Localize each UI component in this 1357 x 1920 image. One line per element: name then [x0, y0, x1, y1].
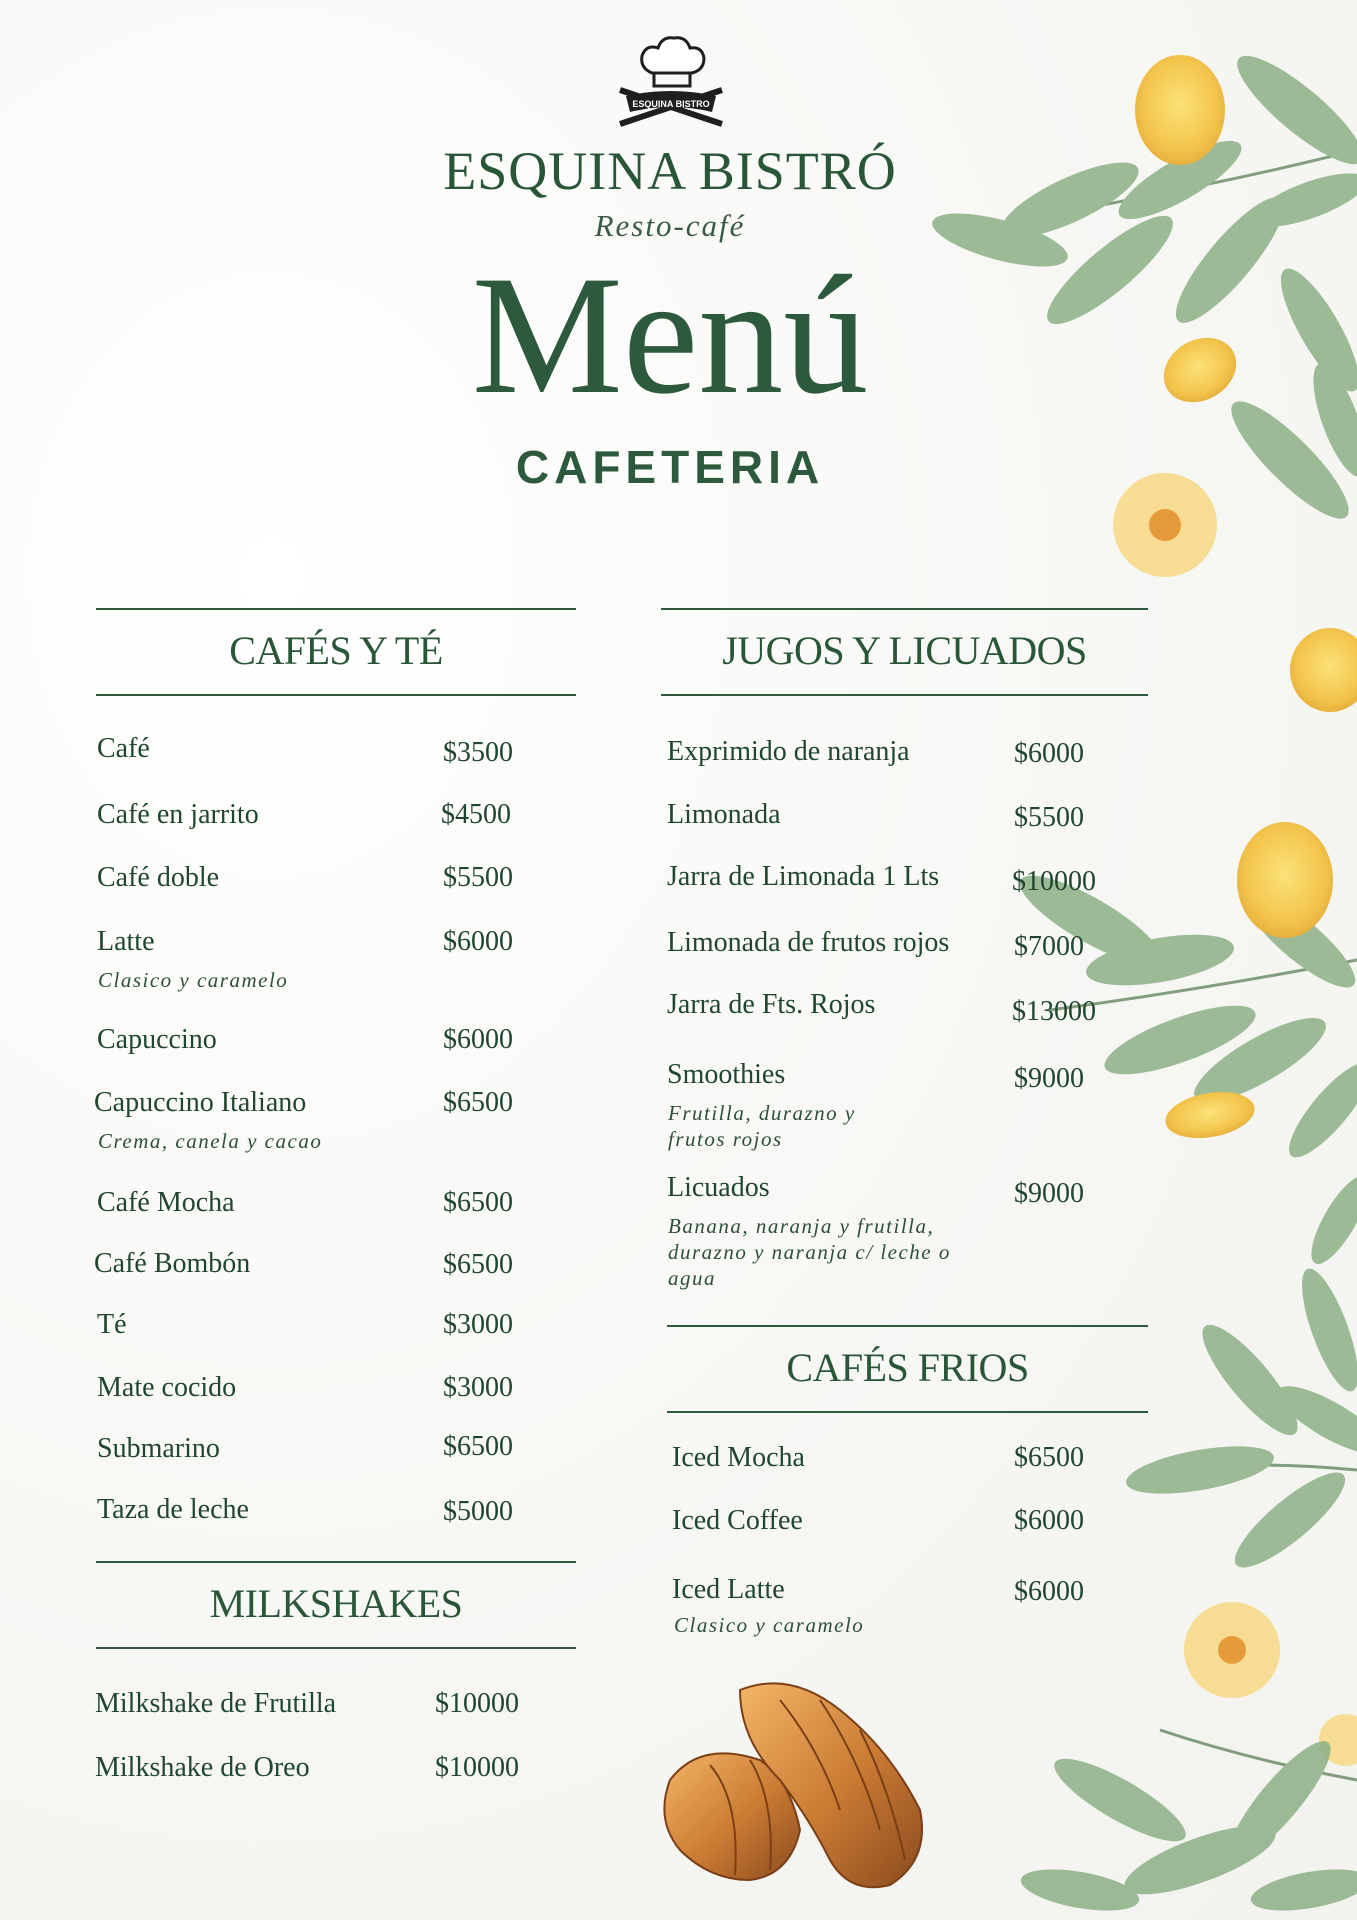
menu-item-name: Taza de leche — [97, 1494, 249, 1525]
section-rule — [96, 1647, 576, 1649]
menu-item-price: $5500 — [443, 862, 513, 893]
section-title-cafes: CAFÉS Y TÉ — [229, 628, 443, 673]
menu-item-description: durazno y naranja c/ leche o — [668, 1240, 951, 1264]
menu-item-name: Café Mocha — [97, 1187, 235, 1218]
menu-item-price: $5500 — [1014, 802, 1084, 833]
menu-item-name: Iced Latte — [672, 1574, 785, 1605]
brand-name: ESQUINA BISTRÓ — [443, 141, 897, 201]
menu-item-name: Jarra de Fts. Rojos — [667, 989, 876, 1020]
chef-hat-logo — [612, 28, 730, 138]
section-rule — [667, 1325, 1148, 1327]
menu-item-description: frutos rojos — [668, 1127, 783, 1151]
menu-item-name: Licuados — [667, 1172, 770, 1203]
section-title-milkshakes: MILKSHAKES — [209, 1581, 463, 1626]
menu-item-description: Clasico y caramelo — [674, 1613, 865, 1637]
menu-item-price: $4500 — [441, 799, 511, 830]
section-rule — [667, 1411, 1148, 1413]
menu-item-price: $6500 — [443, 1431, 513, 1462]
menu-item-price: $9000 — [1014, 1178, 1084, 1209]
menu-item-price: $10000 — [435, 1752, 519, 1783]
section-title-frios: CAFÉS FRIOS — [786, 1345, 1029, 1390]
menu-item-name: Limonada de frutos rojos — [667, 927, 950, 958]
menu-item-name: Café doble — [97, 862, 220, 893]
menu-item-name: Milkshake de Oreo — [95, 1752, 310, 1783]
menu-item-price: $6500 — [1014, 1442, 1084, 1473]
brand-tagline: Resto-café — [594, 208, 746, 243]
page-title: Menú — [471, 241, 869, 429]
section-rule — [661, 608, 1148, 610]
menu-item-price: $9000 — [1014, 1063, 1084, 1094]
menu-item-name: Limonada — [667, 799, 781, 830]
menu-item-price: $6000 — [1014, 1505, 1084, 1536]
menu-item-name: Capuccino Italiano — [94, 1087, 307, 1118]
logo-text: ESQUINA BISTRO — [632, 99, 710, 109]
section-rule — [661, 694, 1148, 696]
menu-item-description: agua — [668, 1266, 716, 1290]
menu-item-name: Café Bombón — [94, 1248, 251, 1279]
menu-item-price: $3500 — [443, 737, 513, 768]
menu-item-price: $10000 — [1012, 866, 1096, 897]
menu-item-name: Smoothies — [667, 1059, 786, 1090]
menu-item-name: Latte — [97, 926, 155, 957]
menu-item-name: Exprimido de naranja — [667, 736, 910, 767]
menu-item-price: $6000 — [1014, 738, 1084, 769]
section-rule — [96, 1561, 576, 1563]
menu-item-price: $13000 — [1012, 996, 1096, 1027]
menu-item-price: $3000 — [443, 1372, 513, 1403]
croissant-illustration — [640, 1660, 960, 1900]
page-subtitle: CAFETERIA — [515, 441, 825, 493]
section-rule — [96, 694, 576, 696]
menu-item-name: Mate cocido — [97, 1372, 237, 1403]
menu-item-description: Crema, canela y cacao — [98, 1129, 323, 1153]
section-rule — [96, 608, 576, 610]
menu-item-price: $6500 — [443, 1249, 513, 1280]
menu-item-price: $10000 — [435, 1688, 519, 1719]
menu-item-name: Milkshake de Frutilla — [95, 1688, 337, 1719]
menu-item-name: Jarra de Limonada 1 Lts — [667, 861, 940, 892]
menu-item-name: Submarino — [97, 1433, 220, 1464]
menu-item-price: $5000 — [443, 1496, 513, 1527]
menu-item-description: Clasico y caramelo — [98, 968, 289, 992]
menu-item-name: Capuccino — [97, 1024, 217, 1055]
menu-item-price: $3000 — [443, 1309, 513, 1340]
menu-item-name: Iced Coffee — [672, 1505, 803, 1536]
section-title-jugos: JUGOS Y LICUADOS — [722, 628, 1087, 673]
menu-item-name: Iced Mocha — [672, 1442, 805, 1473]
menu-item-description: Frutilla, durazno y — [668, 1101, 856, 1125]
menu-item-price: $6000 — [443, 1024, 513, 1055]
menu-item-price: $6000 — [1014, 1576, 1084, 1607]
menu-item-description: Banana, naranja y frutilla, — [668, 1214, 935, 1238]
menu-item-name: Té — [97, 1309, 127, 1340]
menu-item-name: Café en jarrito — [97, 799, 259, 830]
menu-item-name: Café — [97, 733, 150, 764]
menu-item-price: $6500 — [443, 1187, 513, 1218]
menu-item-price: $6000 — [443, 926, 513, 957]
menu-item-price: $6500 — [443, 1087, 513, 1118]
menu-item-price: $7000 — [1014, 931, 1084, 962]
